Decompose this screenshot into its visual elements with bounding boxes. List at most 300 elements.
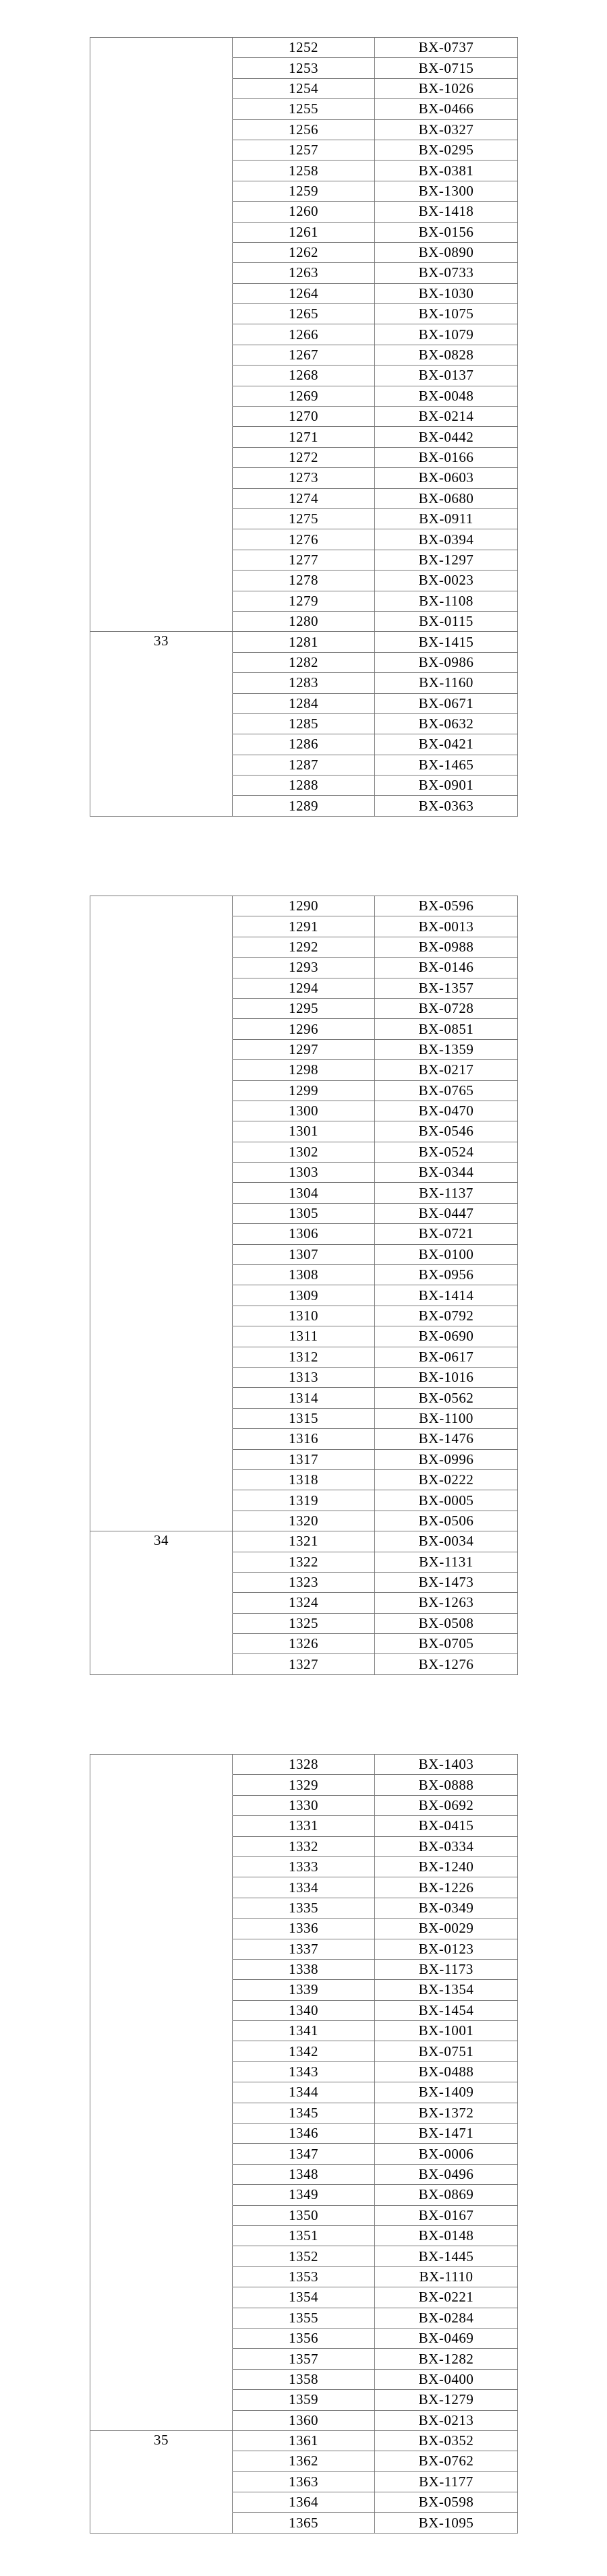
code-cell: BX-1415 bbox=[375, 632, 518, 652]
number-cell: 1344 bbox=[233, 2082, 375, 2103]
number-cell: 1360 bbox=[233, 2411, 375, 2431]
code-cell: BX-0603 bbox=[375, 468, 518, 488]
code-cell: BX-0295 bbox=[375, 140, 518, 160]
code-cell: BX-0167 bbox=[375, 2206, 518, 2226]
number-cell: 1312 bbox=[233, 1347, 375, 1368]
code-cell: BX-0344 bbox=[375, 1163, 518, 1183]
number-cell: 1271 bbox=[233, 427, 375, 447]
table-row bbox=[90, 1980, 518, 2000]
code-cell: BX-0506 bbox=[375, 1511, 518, 1531]
code-cell: BX-0705 bbox=[375, 1634, 518, 1654]
group-cell bbox=[90, 1877, 233, 1898]
code-cell: BX-0996 bbox=[375, 1450, 518, 1470]
table-row bbox=[90, 345, 518, 365]
code-cell: BX-0013 bbox=[375, 916, 518, 937]
group-cell bbox=[90, 1837, 233, 1857]
number-cell: 1310 bbox=[233, 1306, 375, 1326]
table-row bbox=[90, 1857, 518, 1877]
number-cell: 1277 bbox=[233, 550, 375, 570]
code-cell: BX-0508 bbox=[375, 1614, 518, 1634]
table-row bbox=[90, 916, 518, 937]
table-row bbox=[90, 427, 518, 447]
table-row bbox=[90, 1552, 518, 1573]
group-cell bbox=[90, 1490, 233, 1511]
group-cell bbox=[90, 2082, 233, 2103]
code-cell: BX-0394 bbox=[375, 529, 518, 550]
table-row bbox=[90, 160, 518, 181]
number-cell: 1284 bbox=[233, 694, 375, 714]
table-row bbox=[90, 1837, 518, 1857]
code-cell: BX-0890 bbox=[375, 243, 518, 263]
table-row bbox=[90, 1265, 518, 1285]
code-cell: BX-0986 bbox=[375, 653, 518, 673]
number-cell: 1361 bbox=[233, 2431, 375, 2451]
table-row bbox=[90, 1960, 518, 1980]
table-row bbox=[90, 202, 518, 222]
number-cell: 1336 bbox=[233, 1919, 375, 1939]
group-cell bbox=[90, 1816, 233, 1836]
table-row bbox=[90, 1898, 518, 1919]
number-cell: 1342 bbox=[233, 2041, 375, 2061]
group-cell bbox=[90, 1060, 233, 1080]
table-row bbox=[90, 263, 518, 283]
group-cell bbox=[90, 673, 233, 693]
number-cell: 1345 bbox=[233, 2103, 375, 2124]
code-cell: BX-1354 bbox=[375, 1980, 518, 2000]
number-cell: 1343 bbox=[233, 2062, 375, 2082]
number-cell: 1350 bbox=[233, 2206, 375, 2226]
code-cell: BX-1263 bbox=[375, 1593, 518, 1613]
group-cell bbox=[90, 734, 233, 755]
table-row bbox=[90, 386, 518, 407]
table-row bbox=[90, 1593, 518, 1613]
number-cell: 1298 bbox=[233, 1060, 375, 1080]
group-cell bbox=[90, 775, 233, 796]
number-cell: 1283 bbox=[233, 673, 375, 693]
number-cell: 1347 bbox=[233, 2144, 375, 2164]
code-cell: BX-0692 bbox=[375, 1796, 518, 1816]
code-cell: BX-0828 bbox=[375, 345, 518, 365]
number-cell: 1270 bbox=[233, 407, 375, 427]
table-row bbox=[90, 1429, 518, 1449]
number-cell: 1335 bbox=[233, 1898, 375, 1919]
number-cell: 1289 bbox=[233, 796, 375, 816]
table-row bbox=[90, 591, 518, 612]
group-cell bbox=[90, 1163, 233, 1183]
table-row bbox=[90, 2103, 518, 2124]
group-cell bbox=[90, 570, 233, 591]
number-cell: 1295 bbox=[233, 999, 375, 1019]
table-row bbox=[90, 140, 518, 160]
code-cell: BX-1276 bbox=[375, 1654, 518, 1674]
number-cell: 1359 bbox=[233, 2390, 375, 2410]
code-cell: BX-0214 bbox=[375, 407, 518, 427]
code-cell: BX-0048 bbox=[375, 386, 518, 407]
code-cell: BX-1403 bbox=[375, 1755, 518, 1775]
number-cell: 1253 bbox=[233, 58, 375, 78]
code-cell: BX-0100 bbox=[375, 1245, 518, 1265]
group-cell bbox=[90, 2411, 233, 2431]
code-cell: BX-0546 bbox=[375, 1121, 518, 1142]
number-cell: 1323 bbox=[233, 1573, 375, 1593]
code-cell: BX-0115 bbox=[375, 612, 518, 632]
code-cell: BX-1131 bbox=[375, 1552, 518, 1573]
table-row bbox=[90, 570, 518, 591]
number-cell: 1340 bbox=[233, 2001, 375, 2021]
group-cell bbox=[90, 79, 233, 99]
table-row bbox=[90, 550, 518, 570]
number-cell: 1307 bbox=[233, 1245, 375, 1265]
code-cell: BX-0415 bbox=[375, 1816, 518, 1836]
code-cell: BX-1476 bbox=[375, 1429, 518, 1449]
table-row bbox=[90, 509, 518, 529]
number-cell: 1272 bbox=[233, 448, 375, 468]
number-cell: 1306 bbox=[233, 1224, 375, 1244]
table-row bbox=[90, 365, 518, 386]
table-block-2 bbox=[90, 896, 518, 1675]
code-cell: BX-0496 bbox=[375, 2165, 518, 2185]
number-cell: 1329 bbox=[233, 1775, 375, 1795]
group-cell bbox=[90, 1368, 233, 1388]
number-cell: 1324 bbox=[233, 1593, 375, 1613]
table-row bbox=[90, 2349, 518, 2369]
table-row bbox=[90, 653, 518, 673]
group-cell bbox=[90, 58, 233, 78]
table-row bbox=[90, 694, 518, 714]
code-cell: BX-1100 bbox=[375, 1409, 518, 1429]
group-cell bbox=[90, 2001, 233, 2021]
group-cell bbox=[90, 1101, 233, 1121]
code-cell: BX-0034 bbox=[375, 1531, 518, 1552]
code-cell: BX-0029 bbox=[375, 1919, 518, 1939]
group-cell bbox=[90, 1919, 233, 1939]
table-row bbox=[90, 714, 518, 734]
number-cell: 1273 bbox=[233, 468, 375, 488]
table-row bbox=[90, 1511, 518, 1531]
group-cell bbox=[90, 2492, 233, 2513]
table-row bbox=[90, 120, 518, 140]
number-cell: 1314 bbox=[233, 1388, 375, 1408]
group-cell bbox=[90, 1326, 233, 1347]
table-row bbox=[90, 1919, 518, 1939]
group-cell bbox=[90, 958, 233, 978]
table-row bbox=[90, 2062, 518, 2082]
group-cell bbox=[90, 1898, 233, 1919]
code-cell: BX-0617 bbox=[375, 1347, 518, 1368]
table-row bbox=[90, 2041, 518, 2061]
group-cell bbox=[90, 448, 233, 468]
table-row bbox=[90, 612, 518, 632]
code-cell: BX-1160 bbox=[375, 673, 518, 693]
code-cell: BX-0400 bbox=[375, 2370, 518, 2390]
code-cell: BX-0349 bbox=[375, 1898, 518, 1919]
code-cell: BX-1300 bbox=[375, 181, 518, 202]
code-cell: BX-0442 bbox=[375, 427, 518, 447]
group-cell bbox=[90, 263, 233, 283]
number-cell: 1341 bbox=[233, 2021, 375, 2041]
number-cell: 1264 bbox=[233, 284, 375, 304]
table-row bbox=[90, 304, 518, 324]
code-cell: BX-0690 bbox=[375, 1326, 518, 1347]
code-cell: BX-0901 bbox=[375, 775, 518, 796]
table-row bbox=[90, 1470, 518, 1490]
code-cell: BX-0598 bbox=[375, 2492, 518, 2513]
code-cell: BX-0680 bbox=[375, 489, 518, 509]
code-cell: BX-0146 bbox=[375, 958, 518, 978]
table-row bbox=[90, 2021, 518, 2041]
group-cell bbox=[90, 1939, 233, 1960]
group-cell bbox=[90, 1450, 233, 1470]
table-row bbox=[90, 99, 518, 119]
number-cell: 1266 bbox=[233, 324, 375, 345]
table-row bbox=[90, 448, 518, 468]
code-cell: BX-0166 bbox=[375, 448, 518, 468]
code-cell: BX-0751 bbox=[375, 2041, 518, 2061]
number-cell: 1320 bbox=[233, 1511, 375, 1531]
group-cell bbox=[90, 2124, 233, 2144]
table-row bbox=[90, 2513, 518, 2533]
number-cell: 1349 bbox=[233, 2185, 375, 2205]
code-cell: BX-0524 bbox=[375, 1142, 518, 1163]
number-cell: 1305 bbox=[233, 1204, 375, 1224]
number-cell: 1357 bbox=[233, 2349, 375, 2369]
group-cell bbox=[90, 1960, 233, 1980]
number-cell: 1275 bbox=[233, 509, 375, 529]
group-cell bbox=[90, 160, 233, 181]
group-cell bbox=[90, 755, 233, 775]
table-row bbox=[90, 529, 518, 550]
table-row bbox=[90, 1490, 518, 1511]
number-cell: 1300 bbox=[233, 1101, 375, 1121]
group-cell: 33 bbox=[90, 632, 233, 652]
number-cell: 1268 bbox=[233, 365, 375, 386]
table-row bbox=[90, 2472, 518, 2492]
number-cell: 1287 bbox=[233, 755, 375, 775]
number-cell: 1262 bbox=[233, 243, 375, 263]
table-row bbox=[90, 1121, 518, 1142]
code-cell: BX-0851 bbox=[375, 1019, 518, 1039]
code-cell: BX-0421 bbox=[375, 734, 518, 755]
group-cell bbox=[90, 2062, 233, 2082]
group-cell bbox=[90, 2308, 233, 2329]
number-cell: 1338 bbox=[233, 1960, 375, 1980]
table-row bbox=[90, 2001, 518, 2021]
code-cell: BX-1359 bbox=[375, 1040, 518, 1060]
group-cell bbox=[90, 181, 233, 202]
number-cell: 1352 bbox=[233, 2246, 375, 2266]
group-cell bbox=[90, 2185, 233, 2205]
group-cell bbox=[90, 2103, 233, 2124]
table-row bbox=[90, 2308, 518, 2329]
table-row bbox=[90, 407, 518, 427]
code-cell: BX-0284 bbox=[375, 2308, 518, 2329]
table-row bbox=[90, 2206, 518, 2226]
table-row bbox=[90, 2370, 518, 2390]
code-cell: BX-0792 bbox=[375, 1306, 518, 1326]
group-cell bbox=[90, 1040, 233, 1060]
number-cell: 1282 bbox=[233, 653, 375, 673]
code-cell: BX-0632 bbox=[375, 714, 518, 734]
code-cell: BX-0488 bbox=[375, 2062, 518, 2082]
group-cell bbox=[90, 365, 233, 386]
table-row bbox=[90, 1816, 518, 1836]
table-row bbox=[90, 181, 518, 202]
group-cell bbox=[90, 1224, 233, 1244]
group-cell: 34 bbox=[90, 1531, 233, 1552]
group-cell bbox=[90, 2206, 233, 2226]
table-row bbox=[90, 1409, 518, 1429]
code-cell: BX-0671 bbox=[375, 694, 518, 714]
group-cell bbox=[90, 1347, 233, 1368]
table-row bbox=[90, 1634, 518, 1654]
code-cell: BX-1357 bbox=[375, 978, 518, 999]
table-row bbox=[90, 1285, 518, 1306]
table-row bbox=[90, 2246, 518, 2266]
code-cell: BX-0596 bbox=[375, 896, 518, 916]
group-cell bbox=[90, 304, 233, 324]
group-cell bbox=[90, 1775, 233, 1795]
code-cell: BX-0327 bbox=[375, 120, 518, 140]
table-row bbox=[90, 58, 518, 78]
group-cell bbox=[90, 1183, 233, 1203]
number-cell: 1285 bbox=[233, 714, 375, 734]
group-cell bbox=[90, 1142, 233, 1163]
group-cell bbox=[90, 591, 233, 612]
code-cell: BX-1016 bbox=[375, 1368, 518, 1388]
number-cell: 1257 bbox=[233, 140, 375, 160]
group-cell bbox=[90, 796, 233, 816]
table-row bbox=[90, 2226, 518, 2246]
group-cell: 35 bbox=[90, 2431, 233, 2451]
code-cell: BX-0222 bbox=[375, 1470, 518, 1490]
table-row bbox=[90, 1368, 518, 1388]
code-cell: BX-0213 bbox=[375, 2411, 518, 2431]
code-cell: BX-0469 bbox=[375, 2329, 518, 2349]
table-row bbox=[90, 2165, 518, 2185]
code-cell: BX-1226 bbox=[375, 1877, 518, 1898]
number-cell: 1290 bbox=[233, 896, 375, 916]
table-row bbox=[90, 468, 518, 488]
table-row bbox=[90, 2329, 518, 2349]
group-cell bbox=[90, 1796, 233, 1816]
group-cell bbox=[90, 509, 233, 529]
code-cell: BX-1473 bbox=[375, 1573, 518, 1593]
number-cell: 1259 bbox=[233, 181, 375, 202]
number-cell: 1318 bbox=[233, 1470, 375, 1490]
group-cell bbox=[90, 202, 233, 222]
group-cell bbox=[90, 2472, 233, 2492]
number-cell: 1328 bbox=[233, 1755, 375, 1775]
table-row bbox=[90, 1019, 518, 1039]
code-cell: BX-1418 bbox=[375, 202, 518, 222]
code-cell: BX-1282 bbox=[375, 2349, 518, 2369]
group-cell bbox=[90, 1081, 233, 1101]
code-cell: BX-0956 bbox=[375, 1265, 518, 1285]
number-cell: 1263 bbox=[233, 263, 375, 283]
code-cell: BX-0363 bbox=[375, 796, 518, 816]
number-cell: 1292 bbox=[233, 937, 375, 958]
table-row bbox=[90, 2124, 518, 2144]
number-cell: 1269 bbox=[233, 386, 375, 407]
number-cell: 1365 bbox=[233, 2513, 375, 2533]
number-cell: 1315 bbox=[233, 1409, 375, 1429]
number-cell: 1322 bbox=[233, 1552, 375, 1573]
group-cell bbox=[90, 2021, 233, 2041]
number-cell: 1276 bbox=[233, 529, 375, 550]
number-cell: 1333 bbox=[233, 1857, 375, 1877]
group-cell bbox=[90, 2267, 233, 2287]
group-cell bbox=[90, 243, 233, 263]
number-cell: 1256 bbox=[233, 120, 375, 140]
code-cell: BX-1471 bbox=[375, 2124, 518, 2144]
table-row bbox=[90, 324, 518, 345]
group-cell bbox=[90, 140, 233, 160]
number-cell: 1302 bbox=[233, 1142, 375, 1163]
code-cell: BX-1137 bbox=[375, 1183, 518, 1203]
table-row bbox=[90, 1204, 518, 1224]
table-row bbox=[90, 937, 518, 958]
number-cell: 1355 bbox=[233, 2308, 375, 2329]
code-cell: BX-0470 bbox=[375, 1101, 518, 1121]
group-cell bbox=[90, 223, 233, 243]
group-cell bbox=[90, 1654, 233, 1674]
table-row bbox=[90, 1347, 518, 1368]
table-row bbox=[90, 243, 518, 263]
group-cell bbox=[90, 468, 233, 488]
group-cell bbox=[90, 99, 233, 119]
table-row bbox=[90, 2451, 518, 2471]
group-cell bbox=[90, 1614, 233, 1634]
table-row bbox=[90, 999, 518, 1019]
code-cell: BX-1095 bbox=[375, 2513, 518, 2533]
number-cell: 1309 bbox=[233, 1285, 375, 1306]
code-cell: BX-0715 bbox=[375, 58, 518, 78]
code-cell: BX-1414 bbox=[375, 1285, 518, 1306]
code-cell: BX-1372 bbox=[375, 2103, 518, 2124]
table-row bbox=[90, 796, 518, 816]
table-row bbox=[90, 1450, 518, 1470]
number-cell: 1331 bbox=[233, 1816, 375, 1836]
code-cell: BX-0888 bbox=[375, 1775, 518, 1795]
code-cell: BX-1297 bbox=[375, 550, 518, 570]
table-row bbox=[90, 673, 518, 693]
code-cell: BX-0023 bbox=[375, 570, 518, 591]
number-cell: 1260 bbox=[233, 202, 375, 222]
code-cell: BX-0148 bbox=[375, 2226, 518, 2246]
code-cell: BX-0006 bbox=[375, 2144, 518, 2164]
group-cell bbox=[90, 2144, 233, 2164]
code-cell: BX-1177 bbox=[375, 2472, 518, 2492]
number-cell: 1265 bbox=[233, 304, 375, 324]
code-cell: BX-0137 bbox=[375, 365, 518, 386]
number-cell: 1299 bbox=[233, 1081, 375, 1101]
number-cell: 1296 bbox=[233, 1019, 375, 1039]
code-cell: BX-0911 bbox=[375, 509, 518, 529]
group-cell bbox=[90, 407, 233, 427]
group-cell bbox=[90, 1511, 233, 1531]
table-row bbox=[90, 2390, 518, 2410]
code-cell: BX-0447 bbox=[375, 1204, 518, 1224]
table-row bbox=[90, 2411, 518, 2431]
table-row bbox=[90, 1245, 518, 1265]
table-row bbox=[90, 1775, 518, 1795]
table-block-1 bbox=[90, 37, 518, 817]
table-row bbox=[90, 1060, 518, 1080]
code-cell: BX-1279 bbox=[375, 2390, 518, 2410]
number-cell: 1308 bbox=[233, 1265, 375, 1285]
number-cell: 1304 bbox=[233, 1183, 375, 1203]
table-row bbox=[90, 734, 518, 755]
